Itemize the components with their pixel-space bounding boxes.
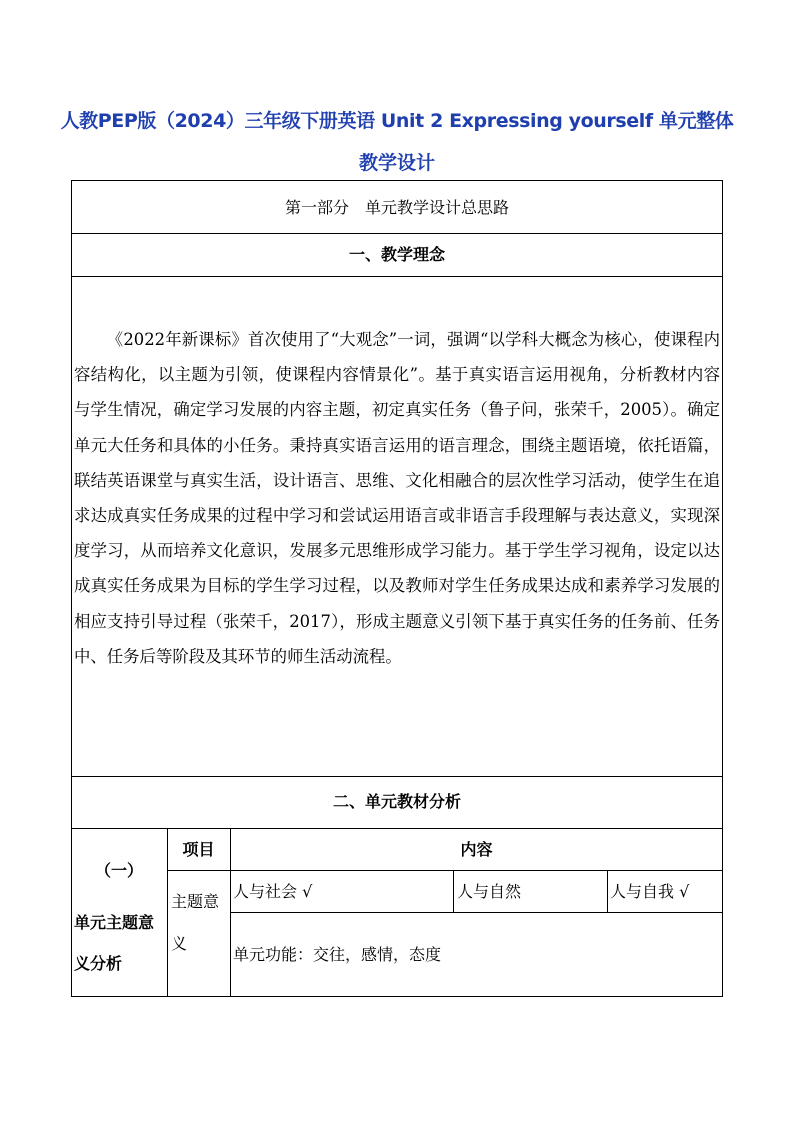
column-header-item: 项目 <box>182 840 215 859</box>
row-divider <box>71 776 723 777</box>
column-divider <box>453 870 454 912</box>
column-header-content: 内容 <box>460 840 493 859</box>
column-divider <box>607 870 608 912</box>
theme-social: 人与社会 √ <box>233 882 313 901</box>
row-label-theme: 主题意义 <box>171 892 220 953</box>
document-title <box>40 100 754 184</box>
row-divider <box>230 912 723 913</box>
title-line-2: 教学设计 <box>358 152 435 174</box>
sub-title: 单元主题意义分析 <box>74 913 155 973</box>
theme-nature: 人与自然 <box>457 882 522 901</box>
section2-heading: 二、单元教材分析 <box>332 792 461 811</box>
row-divider <box>71 276 723 277</box>
row-divider <box>71 233 723 234</box>
part-heading: 第一部分 单元教学设计总思路 <box>284 198 509 217</box>
paragraph-text: 《2022年新课标》首次使用了“大观念”一词，强调“以学科大概念为核心，使课程内容结构化，以主题为引领，使课程内容情景化”。基于真实语言运用视角，分析教材内容与学生情况，确定学习发展的内容主题，初定真实任务（鲁子问，张荣千，2005）。确定单元大任务和具体的小任务。秉持真实语言运用的语言理念，围绕主题语境，依托语篇，联结英语课堂与真实生活，设计语言、思维、文化相融合的层次性学习活动，使学生在追求达成真实任务成果的过程中学习和尝试运用语言或非语言手段理解与表达意义，实现深度学习，从而培养文化意识，发展多元思维形成学习能力。基于学生学习视角，设定以达成真实任务成果为目标的学生学习过程，以及教师对学生任务成果达成和素养学习发展的相应支持引导过程（张荣千，2017），形成主题意义引领下基于真实任务的任务前、任务中、任务后等阶段及其环节的师生活动流程。 <box>74 330 720 666</box>
sub-number: （一） <box>94 861 143 880</box>
theme-self: 人与自我 √ <box>610 882 690 901</box>
teaching-philosophy-paragraph <box>74 322 720 674</box>
row-divider <box>71 828 723 829</box>
section1-heading: 一、教学理念 <box>348 245 445 264</box>
title-line-1: 人教PEP版（2024）三年级下册英语 Unit 2 Expressing yourself 单元整体 <box>60 110 734 132</box>
row-divider <box>167 870 723 871</box>
unit-function: 单元功能：交往，感情，态度 <box>233 945 442 964</box>
